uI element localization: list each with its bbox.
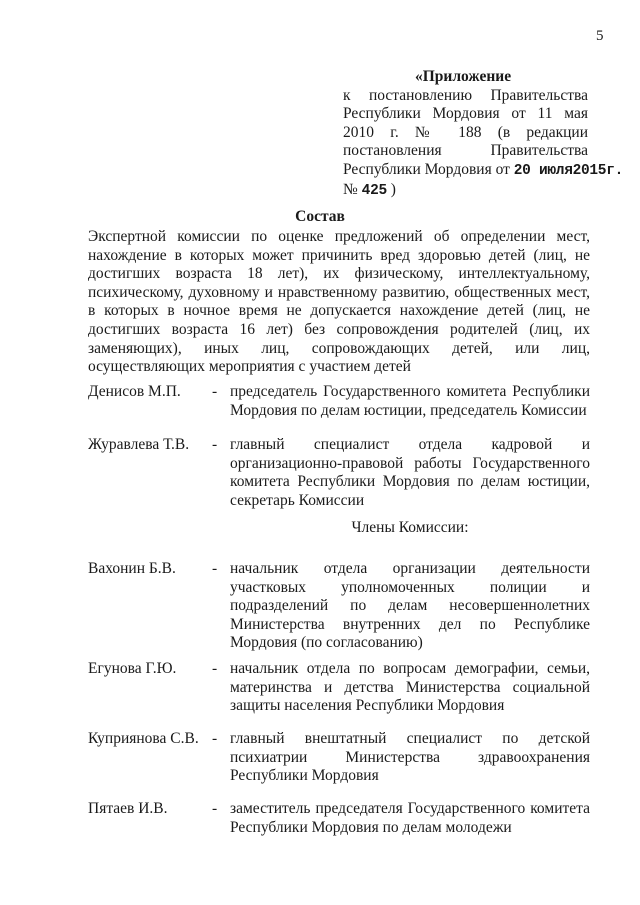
appendix-line: постановления Правительства bbox=[343, 142, 588, 160]
member-entry bbox=[88, 560, 590, 653]
member-dash: - bbox=[212, 800, 218, 817]
member-role: председатель Государственного комитета Республики Мордовия по делам юстиции, председатель Комиссии bbox=[230, 383, 590, 419]
member-entry bbox=[88, 436, 590, 510]
appendix-line bbox=[343, 161, 640, 181]
member-name: Денисов М.П. bbox=[88, 383, 181, 400]
page-number: 5 bbox=[596, 28, 604, 44]
member-name: Пятаев И.В. bbox=[88, 800, 168, 817]
member-role: главный специалист отдела кадровой и организационно-правовой работы Государственного комитета Республики Мордовия по делам юстиции, секретарь Комиссии bbox=[230, 436, 590, 509]
member-dash: - bbox=[212, 383, 218, 400]
appendix-block bbox=[343, 68, 623, 200]
member-name: Вахонин Б.В. bbox=[88, 560, 176, 577]
appendix-line: 2010 г. № 188 (в редакции bbox=[343, 123, 588, 141]
section-heading: Состав bbox=[295, 208, 345, 225]
appendix-date-prefix: Республики Мордовия от bbox=[343, 160, 514, 178]
appendix-line: к постановлению Правительства bbox=[343, 86, 588, 104]
member-name: Куприянова С.В. bbox=[88, 730, 199, 747]
member-dash: - bbox=[212, 660, 218, 677]
appendix-line: Республики Мордовия от 11 мая bbox=[343, 105, 588, 123]
member-role: начальник отдела по вопросам демографии, семьи, материнства и детства Министерства социальной защиты населения Республики Мордовия bbox=[230, 660, 590, 715]
appendix-line bbox=[343, 181, 588, 201]
member-dash: - bbox=[212, 560, 218, 577]
member-dash: - bbox=[212, 730, 218, 747]
section-intro: Экспертной комиссии по оценке предложений об определении мест, нахождение в которых может причинить вред здоровью детей (лиц, не достигших возраста 18 лет), их физическому, интеллектуальному, психическому, духовному и нравственному развитию, общественных мест, в которых в ночное время не допускается нахождение детей (лиц, не достигших возраста 16 лет) без сопровождения родителей (лиц, их заменяющих), иных лиц, сопровождающих детей, или лиц, осуществляющих мероприятия с участием детей bbox=[88, 228, 590, 376]
appendix-number: 425 bbox=[361, 182, 387, 199]
member-name: Егунова Г.Ю. bbox=[88, 660, 177, 677]
member-entry bbox=[88, 660, 590, 716]
member-entry bbox=[88, 383, 590, 420]
appendix-date: 20 июля2015г. bbox=[513, 162, 623, 179]
member-role: главный внештатный специалист по детской психиатрии Министерства здравоохранения Республики Мордовия bbox=[230, 730, 590, 785]
member-name: Журавлева Т.В. bbox=[88, 436, 190, 453]
member-role: заместитель председателя Государственного комитета Республики Мордовия по делам молодежи bbox=[230, 800, 590, 836]
member-dash: - bbox=[212, 436, 218, 453]
members-title: Члены Комиссии: bbox=[351, 519, 469, 536]
appendix-number-suffix: ) bbox=[386, 180, 396, 198]
member-entry bbox=[88, 730, 590, 786]
appendix-number-prefix: № bbox=[343, 180, 362, 198]
member-role: начальник отдела организации деятельности участковых уполномоченных полиции и подразделений по делам несовершеннолетних Министерства внутренних дел по Республике Мордовия (по согласованию) bbox=[230, 560, 590, 652]
appendix-title: «Приложение bbox=[415, 68, 512, 85]
member-entry bbox=[88, 800, 590, 837]
